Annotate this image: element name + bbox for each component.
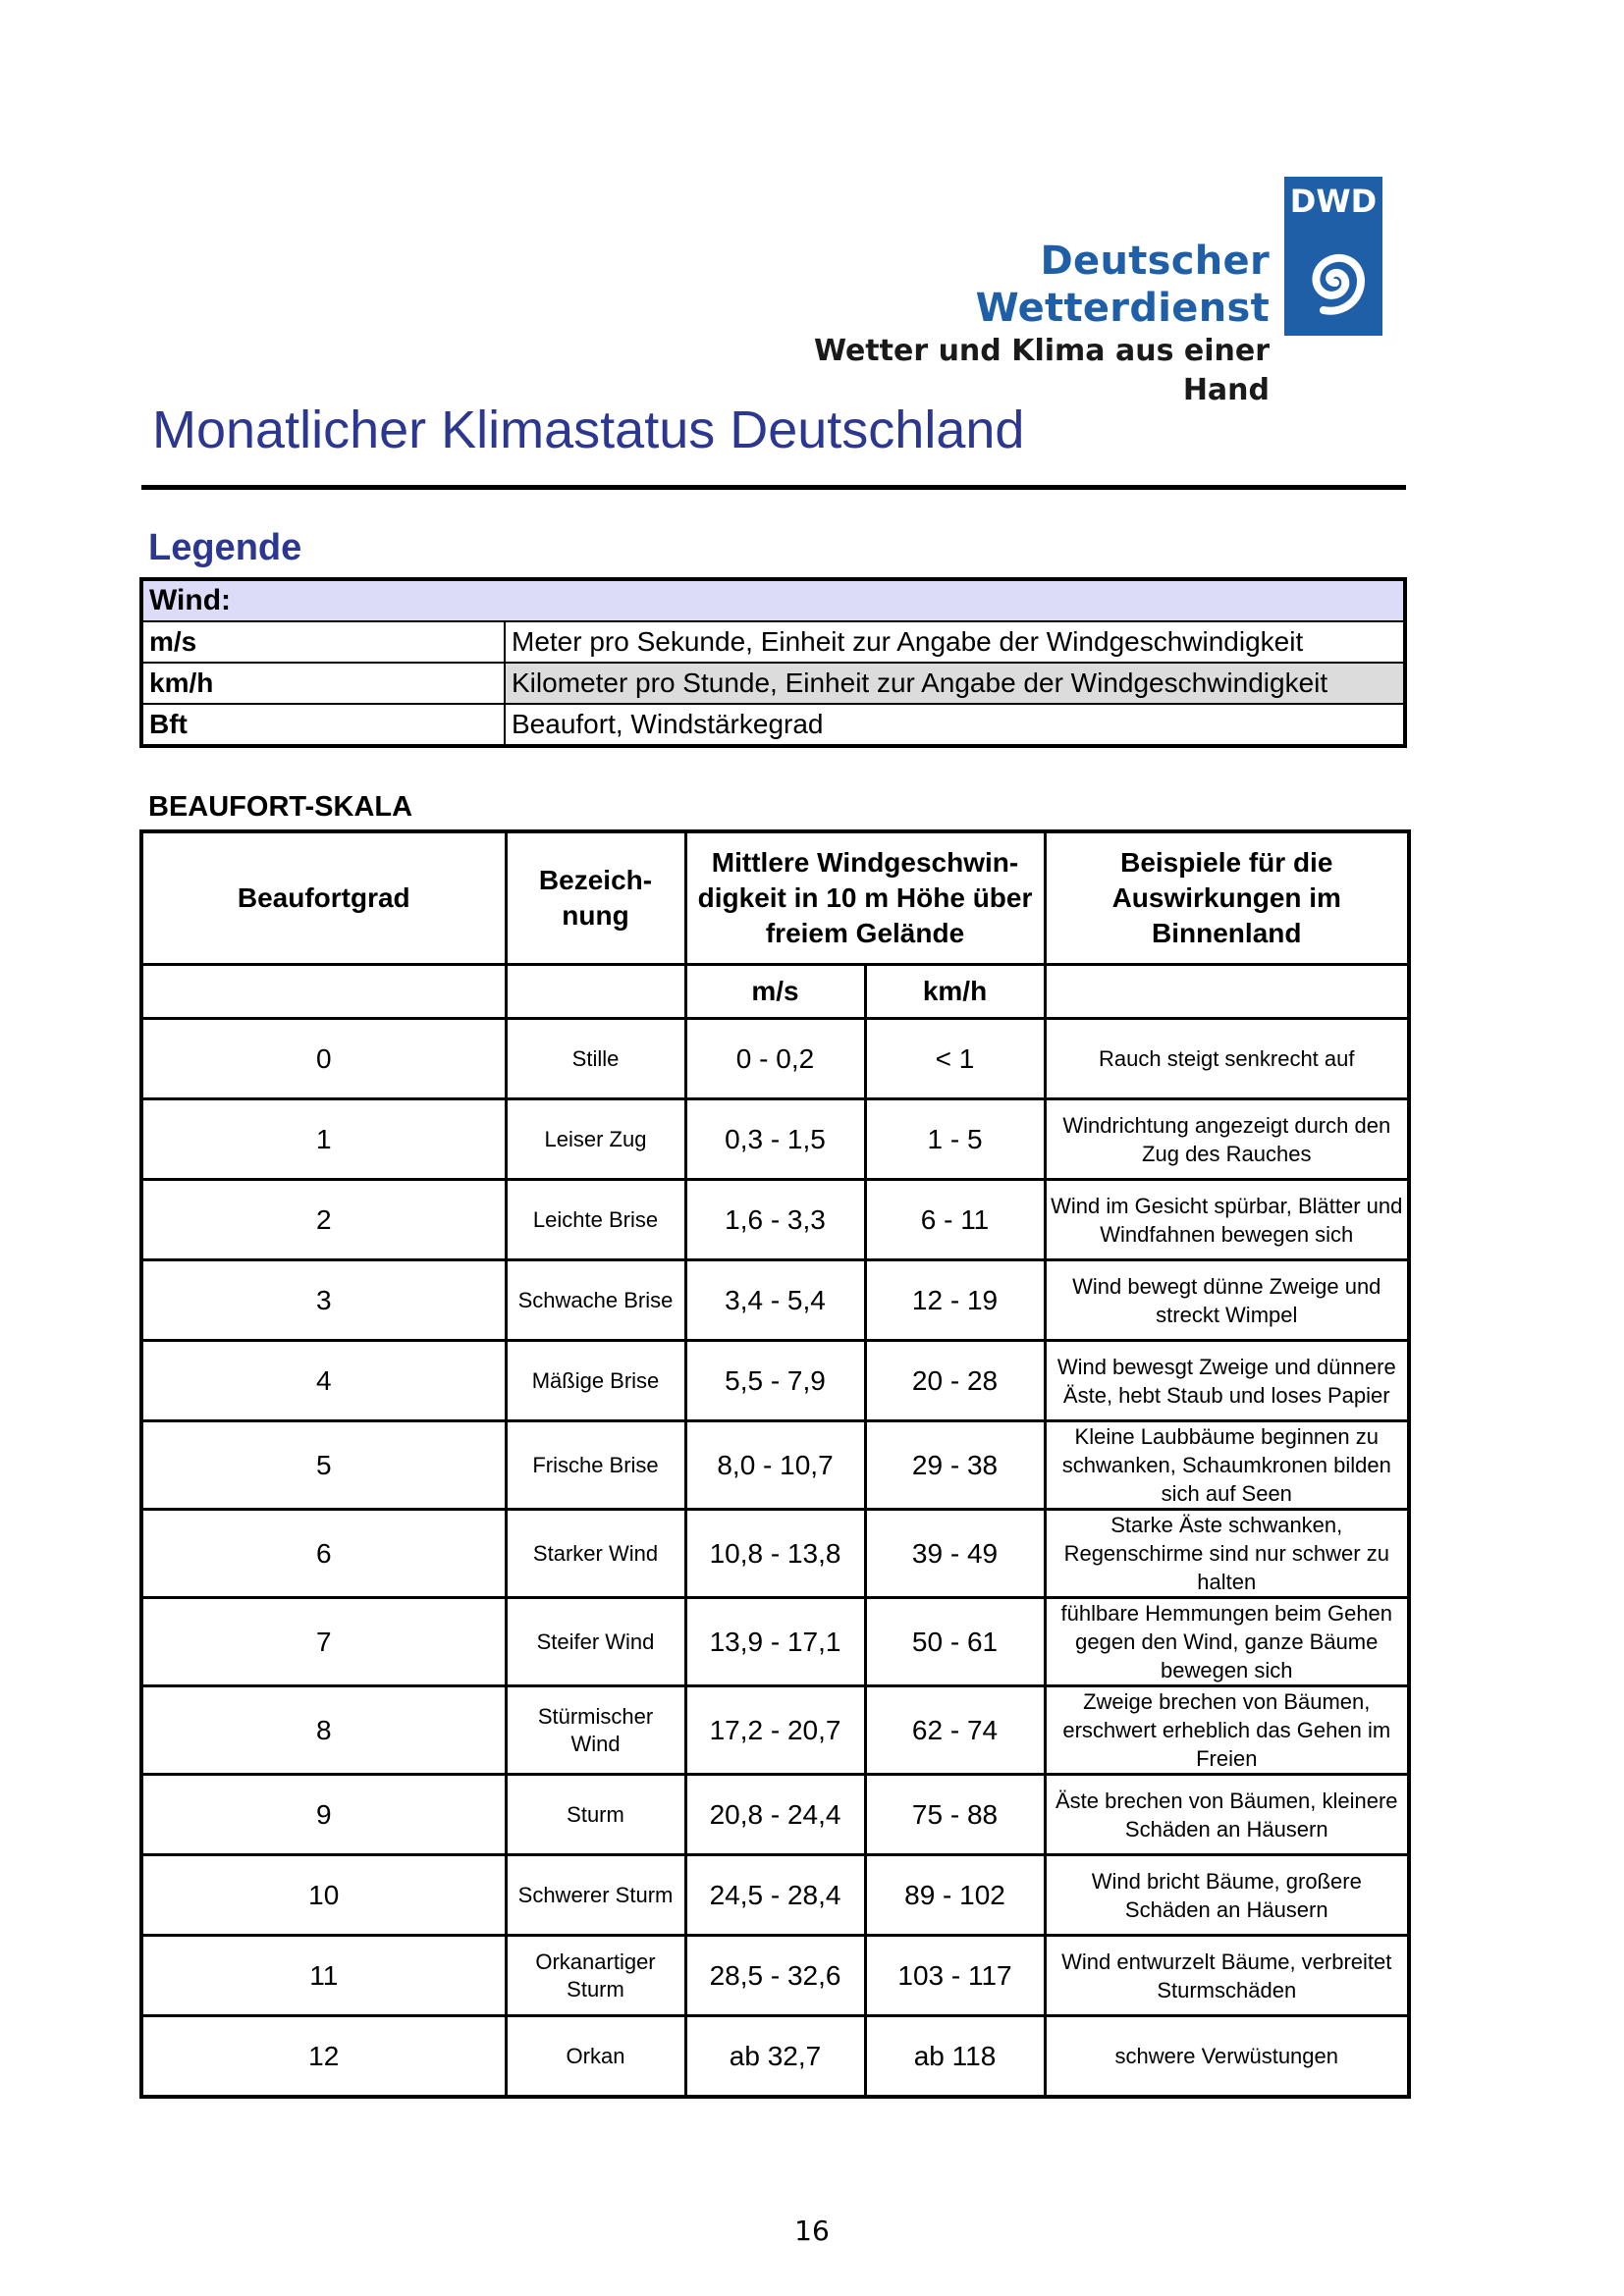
beaufort-row	[141, 1341, 1409, 1421]
speed-ms: 20,8 - 24,4	[685, 1775, 865, 1855]
beaufort-effect: Zweige brechen von Bäumen, erschwert erheblich das Gehen im Freien	[1045, 1686, 1409, 1775]
speed-ms: 0,3 - 1,5	[685, 1099, 865, 1180]
beaufort-grade: 10	[141, 1855, 506, 1936]
beaufort-row	[141, 1099, 1409, 1180]
speed-ms: 0 - 0,2	[685, 1019, 865, 1099]
legend-section-row	[141, 579, 1405, 621]
speed-kmh: 12 - 19	[865, 1260, 1045, 1341]
beaufort-row	[141, 1855, 1409, 1936]
speed-kmh: 62 - 74	[865, 1686, 1045, 1775]
beaufort-effect: Wind im Gesicht spürbar, Blätter und Windfahnen bewegen sich	[1045, 1180, 1409, 1260]
page-title: Monatlicher Klimastatus Deutschland	[152, 400, 1025, 459]
beaufort-name: Frische Brise	[506, 1421, 685, 1510]
beaufort-grade: 12	[141, 2016, 506, 2098]
beaufort-name: Schwerer Sturm	[506, 1855, 685, 1936]
legend-row	[141, 621, 1405, 663]
beaufort-grade: 7	[141, 1598, 506, 1686]
beaufort-name: Stürmischer Wind	[506, 1686, 685, 1775]
col-header-speed: Mittlere Windgeschwin- digkeit in 10 m Höhe über freiem Gelände	[685, 831, 1045, 965]
beaufort-name: Orkan	[506, 2016, 685, 2098]
beaufort-effect: Wind bewesgt Zweige und dünnere Äste, hebt Staub und loses Papier	[1045, 1341, 1409, 1421]
beaufort-row	[141, 1936, 1409, 2016]
col-header-name: Bezeich- nung	[506, 831, 685, 965]
legend-table	[139, 577, 1407, 748]
beaufort-row	[141, 1421, 1409, 1510]
beaufort-body	[141, 1019, 1409, 2098]
speed-ms: 13,9 - 17,1	[685, 1598, 865, 1686]
beaufort-grade: 5	[141, 1421, 506, 1510]
legend-row	[141, 663, 1405, 704]
beaufort-grade: 0	[141, 1019, 506, 1099]
beaufort-row	[141, 1598, 1409, 1686]
beaufort-row	[141, 2016, 1409, 2098]
speed-ms: 10,8 - 13,8	[685, 1510, 865, 1598]
col-header-effects: Beispiele für die Auswirkungen im Binnenland	[1045, 831, 1409, 965]
beaufort-name: Leichte Brise	[506, 1180, 685, 1260]
org-tagline: Wetter und Klima aus einer Hand	[813, 334, 1270, 407]
beaufort-header-row	[141, 831, 1409, 965]
beaufort-name: Schwache Brise	[506, 1260, 685, 1341]
beaufort-grade: 2	[141, 1180, 506, 1260]
beaufort-units-row	[141, 965, 1409, 1019]
legend-section-label: Wind:	[141, 579, 1405, 621]
beaufort-grade: 3	[141, 1260, 506, 1341]
beaufort-grade: 11	[141, 1936, 506, 2016]
beaufort-effect: Windrichtung angezeigt durch den Zug des Rauches	[1045, 1099, 1409, 1180]
unit-kmh: km/h	[865, 965, 1045, 1019]
beaufort-row	[141, 1686, 1409, 1775]
beaufort-grade: 4	[141, 1341, 506, 1421]
speed-ms: ab 32,7	[685, 2016, 865, 2098]
beaufort-effect: Wind entwurzelt Bäume, verbreitet Sturmschäden	[1045, 1936, 1409, 2016]
beaufort-effect: Starke Äste schwanken, Regenschirme sind nur schwer zu halten	[1045, 1510, 1409, 1598]
beaufort-effect: Kleine Laubbäume beginnen zu schwanken, Schaumkronen bilden sich auf Seen	[1045, 1421, 1409, 1510]
legend-row	[141, 704, 1405, 746]
org-name: Deutscher Wetterdienst	[975, 239, 1270, 331]
unit-ms: m/s	[685, 965, 865, 1019]
speed-kmh: ab 118	[865, 2016, 1045, 2098]
legend-description: Meter pro Sekunde, Einheit zur Angabe der Windgeschwindigkeit	[505, 621, 1405, 663]
speed-ms: 17,2 - 20,7	[685, 1686, 865, 1775]
beaufort-effect: schwere Verwüstungen	[1045, 2016, 1409, 2098]
beaufort-name: Orkanartiger Sturm	[506, 1936, 685, 2016]
speed-ms: 1,6 - 3,3	[685, 1180, 865, 1260]
speed-kmh: 89 - 102	[865, 1855, 1045, 1936]
dwd-logo	[1284, 177, 1382, 336]
speed-ms: 28,5 - 32,6	[685, 1936, 865, 2016]
legend-term: m/s	[141, 621, 505, 663]
speed-ms: 8,0 - 10,7	[685, 1421, 865, 1510]
beaufort-name: Sturm	[506, 1775, 685, 1855]
col-header-grade: Beaufortgrad	[141, 831, 506, 965]
beaufort-effect: Wind bewegt dünne Zweige und streckt Wimpel	[1045, 1260, 1409, 1341]
legend-heading: Legende	[148, 527, 302, 568]
speed-ms: 5,5 - 7,9	[685, 1341, 865, 1421]
beaufort-effect: Rauch steigt senkrecht auf	[1045, 1019, 1409, 1099]
units-empty	[1045, 965, 1409, 1019]
legend-term: Bft	[141, 704, 505, 746]
speed-ms: 24,5 - 28,4	[685, 1855, 865, 1936]
beaufort-heading: BEAUFORT-SKALA	[148, 791, 413, 823]
beaufort-row	[141, 1260, 1409, 1341]
legend-description: Beaufort, Windstärkegrad	[505, 704, 1405, 746]
beaufort-effect: Wind bricht Bäume, großere Schäden an Häusern	[1045, 1855, 1409, 1936]
speed-kmh: 6 - 11	[865, 1180, 1045, 1260]
speed-kmh: < 1	[865, 1019, 1045, 1099]
page-number: 16	[794, 2215, 830, 2247]
speed-kmh: 1 - 5	[865, 1099, 1045, 1180]
speed-kmh: 103 - 117	[865, 1936, 1045, 2016]
units-empty	[506, 965, 685, 1019]
speed-kmh: 39 - 49	[865, 1510, 1045, 1598]
beaufort-grade: 1	[141, 1099, 506, 1180]
logo-text: DWD	[1289, 183, 1378, 220]
speed-kmh: 20 - 28	[865, 1341, 1045, 1421]
beaufort-effect: fühlbare Hemmungen beim Gehen gegen den Wind, ganze Bäume bewegen sich	[1045, 1598, 1409, 1686]
speed-ms: 3,4 - 5,4	[685, 1260, 865, 1341]
beaufort-name: Leiser Zug	[506, 1099, 685, 1180]
speed-kmh: 50 - 61	[865, 1598, 1045, 1686]
beaufort-name: Starker Wind	[506, 1510, 685, 1598]
beaufort-effect: Äste brechen von Bäumen, kleinere Schäden an Häusern	[1045, 1775, 1409, 1855]
beaufort-name: Stille	[506, 1019, 685, 1099]
brand-block	[769, 238, 1270, 410]
beaufort-grade: 6	[141, 1510, 506, 1598]
beaufort-row	[141, 1510, 1409, 1598]
beaufort-grade: 9	[141, 1775, 506, 1855]
beaufort-name: Mäßige Brise	[506, 1341, 685, 1421]
beaufort-row	[141, 1775, 1409, 1855]
units-empty	[141, 965, 506, 1019]
swirl-icon	[1292, 234, 1375, 328]
beaufort-grade: 8	[141, 1686, 506, 1775]
legend-description: Kilometer pro Stunde, Einheit zur Angabe der Windgeschwindigkeit	[505, 663, 1405, 704]
title-divider	[141, 485, 1406, 490]
beaufort-row	[141, 1019, 1409, 1099]
beaufort-table	[139, 829, 1411, 2099]
beaufort-row	[141, 1180, 1409, 1260]
speed-kmh: 75 - 88	[865, 1775, 1045, 1855]
speed-kmh: 29 - 38	[865, 1421, 1045, 1510]
beaufort-name: Steifer Wind	[506, 1598, 685, 1686]
legend-term: km/h	[141, 663, 505, 704]
